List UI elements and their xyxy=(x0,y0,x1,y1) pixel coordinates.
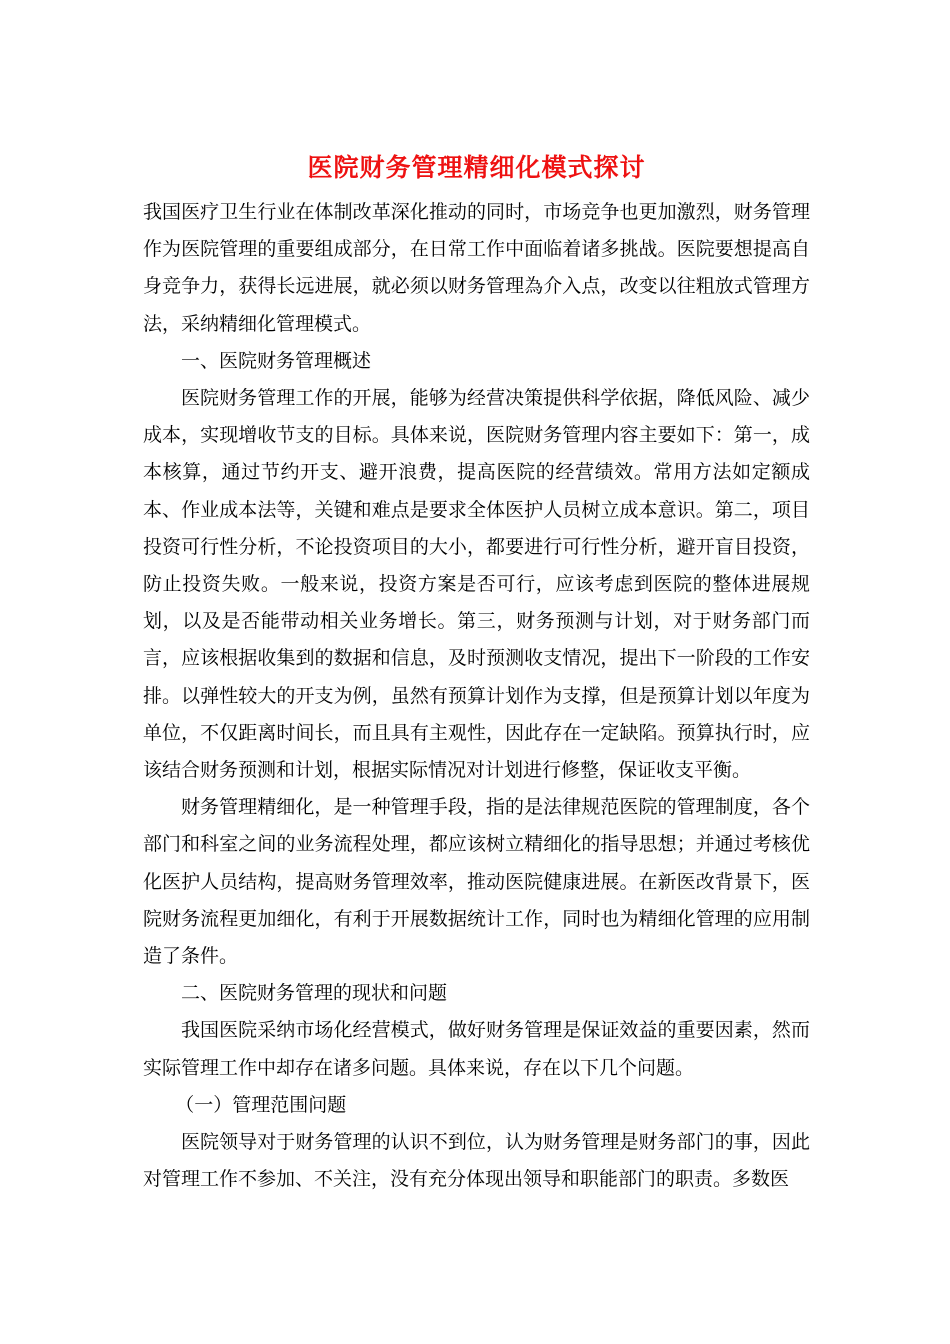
intro-paragraph: 我国医疗卫生行业在体制改革深化推动的同时，市场竞争也更加激烈，财务管理作为医院管理的重要组成部分，在日常工作中面临着诸多挑战。医院要想提高自身竞争力，获得长远进展，就必须以财务管理為介入点，改变以往粗放式管理方法，采纳精细化管理模式。 xyxy=(143,201,810,335)
section-heading-status-problems: 二、医院财务管理的现状和问题 xyxy=(181,982,448,1005)
scope-paragraph-1: 医院领导对于财务管理的认识不到位，认为财务管理是财务部门的事，因此对管理工作不参加、不关注，没有充分体现出领导和职能部门的职责。多数医 xyxy=(143,1131,810,1191)
overview-paragraph-1: 医院财务管理工作的开展，能够为经营决策提供科学依据，降低风险、减少成本，实现增收节支的目标。具体来说，医院财务管理内容主要如下：第一，成本核算，通过节约开支、避开浪费，提高医院的经营绩效。常用方法如定额成本、作业成本法等，关键和难点是要求全体医护人员树立成本意识。第二，项目投资可行性分析，不论投资项目的大小，都要进行可行性分析，避开盲目投资，防止投资失败。一般来说，投资方案是否可行，应该考虑到医院的整体进展规划，以及是否能带动相关业务增长。第三，财务预测与计划，对于财务部门而言，应该根据收集到的数据和信息，及时预测收支情况，提出下一阶段的工作安排。以弹性较大的开支为例，虽然有预算计划作为支撑，但是预算计划以年度为单位，不仅距离时间长，而且具有主观性，因此存在一定缺陷。预算执行时，应该结合财务预测和计划，根据实际情况对计划进行修整，保证收支平衡。 xyxy=(143,387,810,782)
section-heading-overview: 一、医院财务管理概述 xyxy=(181,349,372,372)
overview-paragraph-2: 财务管理精细化，是一种管理手段，指的是法律规范医院的管理制度，各个部门和科室之间的业务流程处理，都应该树立精细化的指导思想；并通过考核优化医护人员结构，提高财务管理效率，推动医院健康进展。在新医改背景下，医院财务流程更加细化，有利于开展数据统计工作，同时也为精细化管理的应用制造了条件。 xyxy=(143,796,810,968)
status-paragraph-1: 我国医院采纳市场化经营模式，做好财务管理是保证效益的重要因素，然而实际管理工作中却存在诸多问题。具体来说，存在以下几个问题。 xyxy=(143,1019,810,1079)
subsection-heading-scope: （一）管理范围问题 xyxy=(175,1093,347,1116)
document-title: 医院财务管理精细化模式探讨 xyxy=(307,153,646,182)
